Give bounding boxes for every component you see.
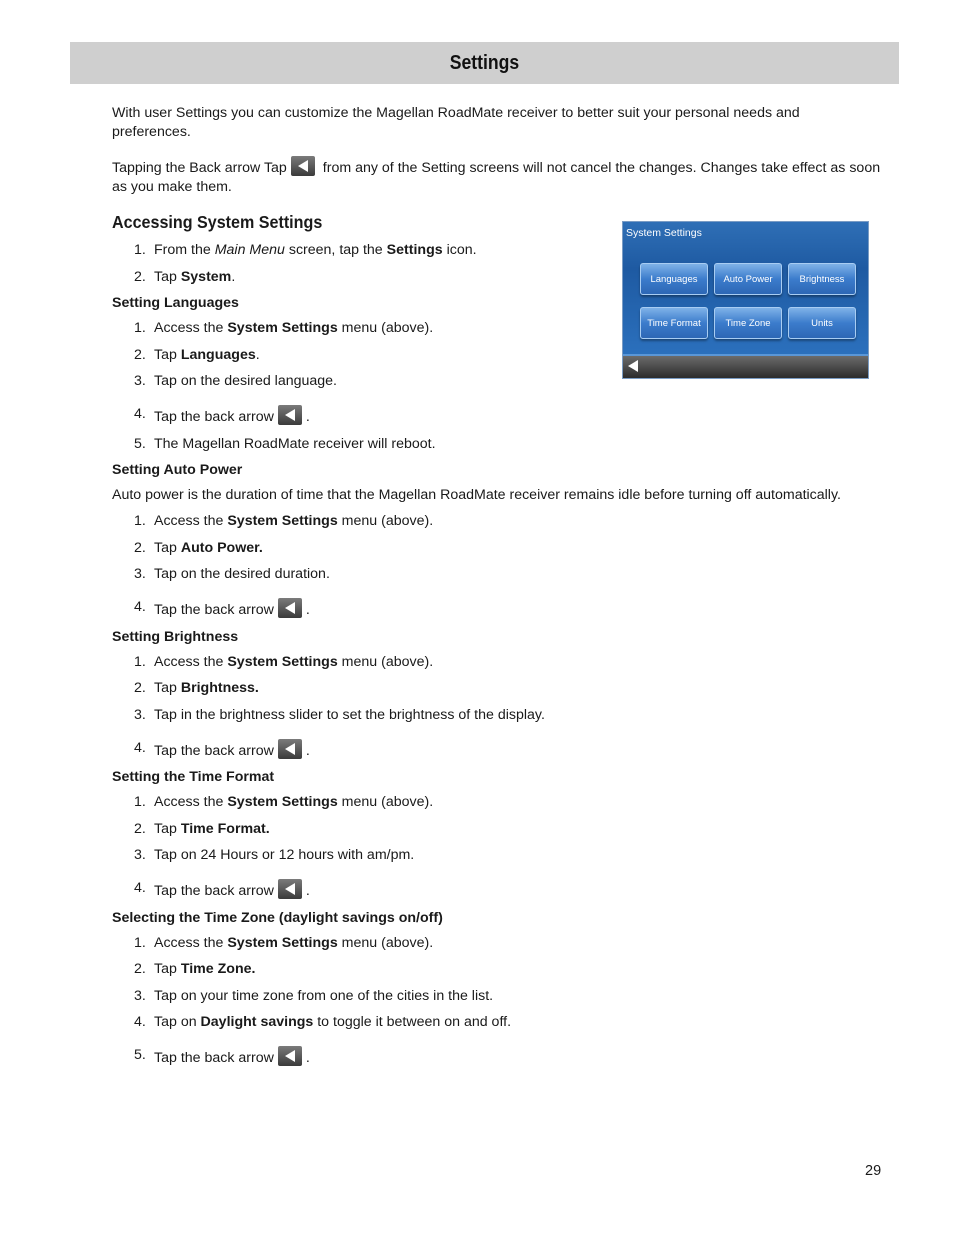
list-item: 3. Tap in the brightness slider to set the brightness of the display. [134,706,545,723]
timeformat-steps [112,793,882,901]
list-item: 5. Tap the back arrow . [134,1047,310,1066]
section-heading-timeformat: Setting the Time Format [112,769,275,785]
back-arrow-icon [278,1046,302,1066]
list-item: 4. Tap the back arrow . [134,880,310,899]
section-heading-accessing: Accessing System Settings [112,212,323,232]
device-auto-power-button: Auto Power [714,263,782,295]
page-header [70,42,899,84]
list-item: 2. Tap Time Format. [134,820,270,837]
list-item: 4. Tap on Daylight savings to toggle it between on and off. [134,1014,512,1030]
system-settings-screenshot [622,221,869,379]
back-arrow-icon [291,156,315,176]
back-arrow-icon [278,739,302,759]
brightness-steps [112,653,882,761]
list-item: 1. Access the System Settings menu (above). [134,320,434,336]
back-arrow-icon [278,405,302,425]
back-arrow-icon [278,879,302,899]
back-arrow-paragraph: Tapping the Back arrow Tap from any of the Setting screens will not cancel the changes. Changes take effect as soon as you make them. [112,156,882,197]
list-item: 4. Tap the back arrow . [134,599,310,618]
list-item: 3. Tap on the desired language. [134,373,338,389]
list-item: 1. Access the System Settings menu (above). [134,513,434,529]
intro-paragraph: With user Settings you can customize the Magellan RoadMate receiver to better suit your personal needs and preferences. [112,105,800,140]
page-number: 29 [865,1163,882,1179]
device-time-zone-button: Time Zone [714,307,782,339]
list-item: 1. Access the System Settings menu (above). [134,934,434,951]
device-brightness-button: Brightness [788,263,856,295]
back-arrow-icon [626,359,640,373]
list-item: 1. Access the System Settings menu (above). [134,653,434,670]
list-item: 2. Tap Languages. [134,346,260,363]
autopower-description: Auto power is the duration of time that the Magellan RoadMate receiver remains idle before turning off automatically. [112,487,841,503]
list-item: 2. Tap Auto Power. [134,539,263,556]
device-bottom-bar [623,354,868,378]
section-heading-brightness: Setting Brightness [112,628,239,645]
list-item: 1. Access the System Settings menu (above). [134,794,434,810]
list-item: 1. From the Main Menu screen, tap the Settings icon. [134,242,477,258]
page-title: Settings [449,51,520,74]
list-item: 4. Tap the back arrow . [134,406,310,425]
list-item: 2. Tap Time Zone. [134,961,256,977]
section-heading-timezone: Selecting the Time Zone (daylight savings on/off) [112,909,443,926]
timezone-steps [112,934,882,1069]
section-heading-languages: Setting Languages [112,295,239,311]
list-item: 5. The Magellan RoadMate receiver will reboot. [134,435,436,452]
device-languages-button: Languages [640,263,708,295]
list-item: 4. Tap the back arrow . [134,739,310,759]
device-screen-title: System Settings [626,227,702,239]
back-arrow-icon [278,598,302,618]
list-item: 3. Tap on the desired duration. [134,566,330,582]
list-item: 2. Tap Brightness. [134,680,259,696]
device-units-button: Units [788,307,856,339]
list-item: 3. Tap on 24 Hours or 12 hours with am/pm. [134,847,415,863]
autopower-steps [112,512,882,620]
list-item: 2. Tap System. [134,268,236,285]
device-time-format-button: Time Format [640,307,708,339]
list-item: 3. Tap on your time zone from one of the cities in the list. [134,987,494,1004]
section-heading-autopower: Setting Auto Power [112,462,243,478]
